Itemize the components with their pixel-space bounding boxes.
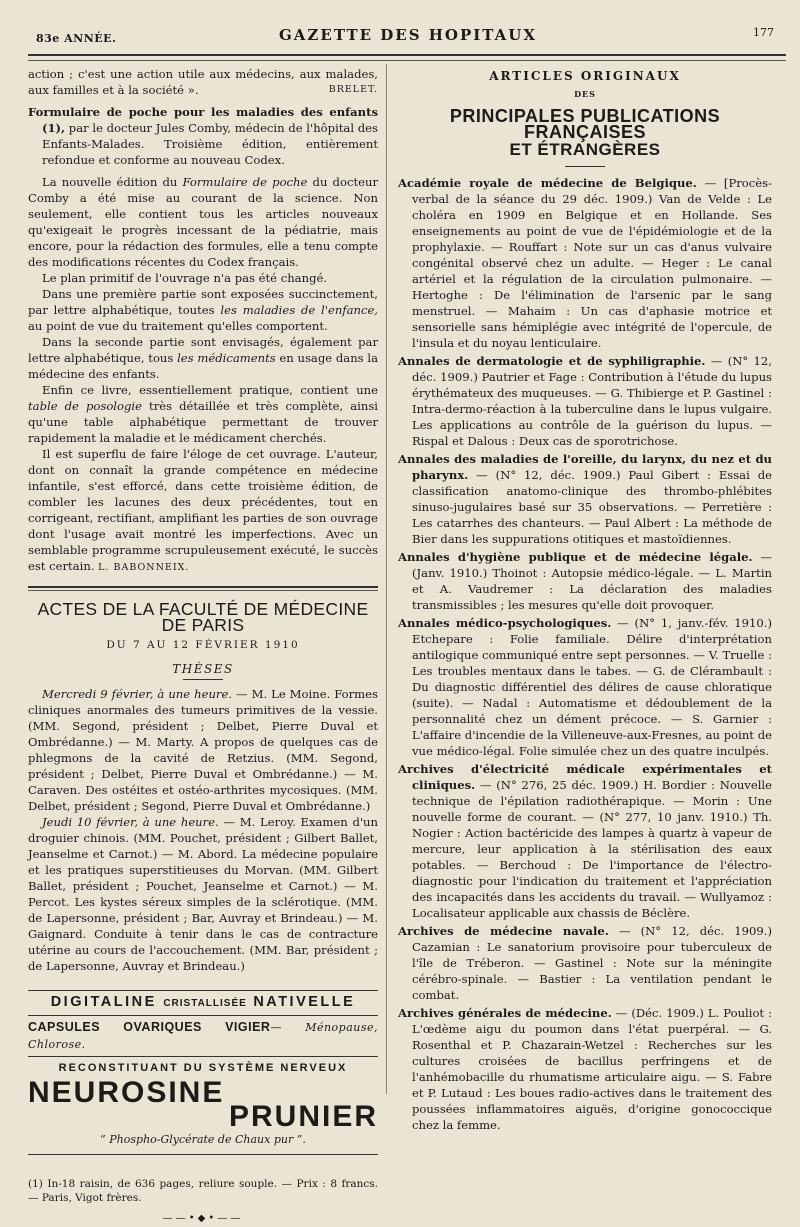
review-p5-b: très détaillée et très complète, ainsi qu'une table alphabétique permettant de trouver rapidement la maladie et le médicament cherchés. bbox=[28, 399, 378, 445]
ornament: ——•◆•—— bbox=[162, 1213, 244, 1224]
entry-head: Annales médico-psychologiques. bbox=[398, 616, 612, 630]
column-divider bbox=[386, 64, 387, 1094]
section-rule bbox=[28, 586, 378, 591]
entry-dermatologie bbox=[398, 353, 772, 449]
entry-text: — (N° 12, déc. 1909.) Paul Gibert : Essai de classification anatomo-clinique des thrombo-phlébites sinuso-jugulaires basé sur 35 observations. — Perretière : Les catarrhes des chanteurs. — Paul Albert : La méthode de Bier dans les suppurations otitiques et mastoïdiennes. bbox=[412, 468, 772, 546]
footnote: (1) In-18 raisin, de 636 pages, reliure souple. — Prix : 8 francs. — Paris, Vigot frères. bbox=[28, 1178, 378, 1204]
carryover-signature: BRELET. bbox=[328, 84, 378, 95]
issue-year: 83e ANNÉE. bbox=[36, 32, 117, 45]
review-p4-a: Dans la seconde partie sont envisagés, également par lettre alphabétique, tous bbox=[28, 335, 378, 365]
entry-text: — (N° 12, déc. 1909.) Cazamian : Le sanatorium provisoire pour tuberculeux de l'île de Tréberon. — Gastinel : Note sur la méningite cérébro-spinale. — Bastier : La ventilation pendant le combat. bbox=[412, 924, 772, 1002]
theses-thursday-date: Jeudi 10 février, à une heure. bbox=[42, 815, 219, 829]
carryover-paragraph bbox=[28, 66, 378, 98]
book-review-heading bbox=[28, 104, 378, 168]
review-p1-b: du docteur Comby a été mise au courant de la science. Non seulement, elle contient tous les articles nouveaux qu'exigeait le progrès incessant de la pédiatrie, mais encore, pour la rédaction des formules, elle a tenu compte des modifications récentes du Codex français. bbox=[28, 175, 378, 269]
review-paragraph-3 bbox=[28, 286, 378, 334]
publications-rule bbox=[565, 166, 605, 167]
ad-capsules-b: — Ménopause, Chlorose. bbox=[28, 1021, 379, 1051]
journal-title: GAZETTE DES HOPITAUX bbox=[278, 26, 537, 44]
book-meta: par le docteur Jules Comby, médecin de l'hôpital des Enfants-Malades. Troisième édition, entièrement refondue et conforme au nouveau Codex. bbox=[42, 121, 378, 167]
theses-heading: THÈSES bbox=[172, 662, 234, 676]
entry-head: Annales de dermatologie et de syphiligraphie. bbox=[398, 354, 706, 368]
theses-rule bbox=[183, 679, 223, 680]
entry-text: — (N° 12, déc. 1909.) Pautrier et Fage : Contribution à l'étude du lupus érythémateux des muqueuses. — G. Thibierge et P. Gastinel : Intra-dermo-réaction à la tuberculine dans le lupus vulgaire. Les applications au contrôle de la guérison du lupus. — Rispal et Dalous : Deux cas de sporotrichose. bbox=[412, 354, 772, 448]
publications-subtitle: ET ÉTRANGÈRES bbox=[509, 140, 661, 159]
theses-thursday-text: — M. Leroy. Examen d'un droguier chinois. (MM. Pouchet, président ; Gilbert Ballet, Jeanselme et Carnot.) — M. Abord. La médecine populaire et les pratiques superstitieuses du Morvan. (MM. Gilbert Ballet, président ; Pouchet, Jeanselme et Carnot.) — M. Percot. Les kystes séreux simples de la sclérotique. (MM. de Lapersonne, président ; Bar, Auvray et Brindeau.) — M. Gaignard. Conduite à tenir dans le cas de contracture utérine au cours de l'accouchement. (MM. Bar, président ; de Lapersonne, Auvray et Brindeau.) bbox=[28, 815, 378, 973]
entry-text: — (Janv. 1910.) Thoinot : Autopsie médico-légale. — L. Martin et A. Vaudremer : La déclaration des maladies transmissibles ; les mesures qu'elle doit provoquer. bbox=[412, 550, 772, 612]
advertisement bbox=[28, 990, 378, 1155]
theses-wednesday-date: Mercredi 9 février, à une heure. bbox=[42, 687, 232, 701]
ad-phospho: “ Phospho-Glycérate de Chaux pur ”. bbox=[100, 1133, 306, 1146]
entry-hygiene bbox=[398, 549, 772, 613]
book-title: Formulaire de poche pour les maladies des enfants (1), bbox=[28, 105, 378, 135]
entry-electricite bbox=[398, 761, 772, 921]
ad-rule-2 bbox=[28, 1015, 378, 1016]
review-p1-italic: Formulaire de poche bbox=[182, 175, 308, 189]
articles-heading: ARTICLES ORIGINAUX bbox=[489, 69, 681, 83]
review-signature: L. BABONNEIX. bbox=[98, 562, 190, 573]
review-p3-b: au point de vue du traitement qu'elles comportent. bbox=[28, 319, 328, 333]
entry-medecine-navale bbox=[398, 923, 772, 1003]
ad-capsules bbox=[28, 1019, 378, 1053]
entry-head: Archives d'électricité médicale expérimentales et cliniques. bbox=[398, 762, 772, 792]
entry-text: — (N° 1, janv.-fév. 1910.) Etchepare : Folie familiale. Délire d'interprétation antilogique communiqué entre sept personnes. — V. Truelle : Les troubles mentaux dans le tabes. — G. de Clérambault : Du diagnostic différentiel des délires de cause chloratique (suite). — Nadal : Automatisme et dédoublement de la personnalité chez un dément précoce. — S. Garnier : L'affaire d'incendie de la Villeneuve-aux-Fresnes, au point de vue médico-légal. Folie simulée chez un des quatre inculpés. bbox=[412, 616, 773, 758]
carryover-text: action ; c'est une action utile aux médecins, aux malades, aux familles et à la société ». bbox=[28, 67, 378, 97]
ad-capsules-a: CAPSULES OVARIQUES VIGIER bbox=[28, 1020, 271, 1034]
entry-generales bbox=[398, 1005, 772, 1133]
entry-text: — [Procès-verbal de la séance du 29 déc. 1909.) Van de Velde : Le choléra en 1909 en Belgique et en Hollande. Ses enseignements au point de vue de l'épidémiologie et de la prophylaxie. — Rouffart : Note sur un cas d'anus vulvaire congénital observé chez un adulte. — Heger : Le canal artériel et la régulation de la circulation pulmonaire. — Hertoghe : De l'élimination de l'arsenic par le sang menstruel. — Mahaim : Un cas d'aphasie motrice et sensorielle sans hémiplégie avec intégrité de l'opercule, de l'insula et du noyau lenticulaire. bbox=[412, 176, 772, 350]
review-p1-a: La nouvelle édition du bbox=[42, 175, 183, 189]
publications-title: PRINCIPALES PUBLICATIONS FRANÇAISES bbox=[449, 106, 721, 142]
entry-text: — (Déc. 1909.) L. Pouliot : L'œdème aigu du poumon dans l'état puerpéral. — G. Rosenthal et P. Chazarain-Wetzel : Recherches sur les cultures croisées de bacillus perfringens et de l'anhémobacille du rhumatisme articulaire aigu. — S. Fabre et P. Lutaud : Les boues radio-actives dans le traitement des poussées inflammatoires aiguës, d'origine gonococcique chez la femme. bbox=[412, 1006, 772, 1132]
entry-oreille bbox=[398, 451, 772, 547]
ad-digitaline-c: NATIVELLE bbox=[246, 994, 356, 1010]
review-p5-italic: table de posologie bbox=[28, 399, 142, 413]
page-number: 177 bbox=[753, 26, 774, 39]
ad-rule-3 bbox=[28, 1056, 378, 1057]
review-p4-italic: les médicaments bbox=[177, 351, 276, 365]
review-paragraph-1 bbox=[28, 174, 378, 270]
ad-digitaline-b: CRISTALLISÉE bbox=[163, 998, 247, 1009]
entry-academie-belgique bbox=[398, 175, 772, 351]
review-paragraph-5 bbox=[28, 382, 378, 446]
review-p6-text: Il est superflu de faire l'éloge de cet ouvrage. L'auteur, dont on connaît la grande compétence en médecine infantile, s'est efforcé, dans cette troisième édition, de combler les lacunes des deux précédentes, tout en corrigeant, rectifiant, amplifiant les parties de son ouvrage dont l'usage avait montré les imperfections. Avec un semblable programme scrupuleusement exécuté, le succès est certain. bbox=[28, 447, 378, 573]
review-paragraph-2: Le plan primitif de l'ouvrage n'a pas été changé. bbox=[42, 271, 328, 285]
review-p3-italic: les maladies de l'enfance, bbox=[220, 303, 378, 317]
faculty-section-dates: DU 7 AU 12 FÉVRIER 1910 bbox=[106, 639, 300, 651]
theses-wednesday bbox=[28, 686, 378, 814]
review-paragraph-4 bbox=[28, 334, 378, 382]
ad-top-rule bbox=[28, 990, 378, 991]
entry-head: Archives générales de médecine. bbox=[398, 1006, 612, 1020]
right-column bbox=[398, 66, 772, 1133]
running-head bbox=[36, 26, 780, 48]
entry-text: — (N° 276, 25 déc. 1909.) H. Bordier : Nouvelle technique de l'épilation radiothérapique. — Morin : Une nouvelle forme de courant. — (N° 277, 10 janv. 1910.) Th. Nogier : Action bactéricide des lampes à quartz à vapeur de mercure, leur application à la stérilisation des eaux potables. — Berchoud : De l'importance de l'électro-diagnostic pour l'indication du traitement et l'appréciation des incapacités dans les accidents du travail. — Wullyamoz : Localisateur applicable aux chassis de Béclère. bbox=[412, 778, 772, 920]
review-p3-a: Dans une première partie sont exposées succinctement, par lettre alphabétique, toutes bbox=[28, 287, 378, 317]
ad-neurosine: NEUROSINE bbox=[28, 1076, 225, 1109]
ad-digitaline-a: DIGITALINE bbox=[50, 994, 164, 1010]
review-paragraph-6 bbox=[28, 446, 378, 576]
ad-prunier: PRUNIER bbox=[228, 1100, 378, 1133]
header-rule bbox=[28, 54, 786, 61]
ad-digitaline bbox=[28, 994, 378, 1012]
entry-head: Annales des maladies de l'oreille, du larynx, du nez et du pharynx. bbox=[398, 452, 772, 482]
ad-reconstituant: RECONSTITUANT DU SYSTÈME NERVEUX bbox=[58, 1062, 348, 1074]
entry-head: Annales d'hygiène publique et de médecine légale. bbox=[398, 550, 753, 564]
review-p5-a: Enfin ce livre, essentiellement pratique, contient une bbox=[42, 383, 378, 397]
theses-wednesday-text: — M. Le Moine. Formes cliniques anormales des tumeurs primitives de la vessie. (MM. Segond, président ; Delbet, Pierre Duval et Ombrédanne.) — M. Marty. A propos de quelques cas de phlegmons de la cavité de Retzius. (MM. Segond, président ; Delbet, Pierre Duval et Ombrédanne.) — M. Caraven. Des ostéites et ostéo-arthrites mycosiques. (MM. Delbet, président ; Segond, Pierre Duval et Ombrédanne.) bbox=[28, 687, 378, 813]
left-column bbox=[28, 66, 378, 1227]
entry-head: Académie royale de médecine de Belgique. bbox=[398, 176, 697, 190]
review-p4-b: en usage dans la médecine des enfants. bbox=[28, 351, 378, 381]
entry-medico-psychologiques bbox=[398, 615, 772, 759]
entry-head: Archives de médecine navale. bbox=[398, 924, 609, 938]
faculty-section-title: ACTES DE LA FACULTÉ DE MÉDECINE DE PARIS bbox=[37, 599, 369, 635]
articles-des: DES bbox=[574, 89, 596, 99]
theses-thursday bbox=[28, 814, 378, 974]
